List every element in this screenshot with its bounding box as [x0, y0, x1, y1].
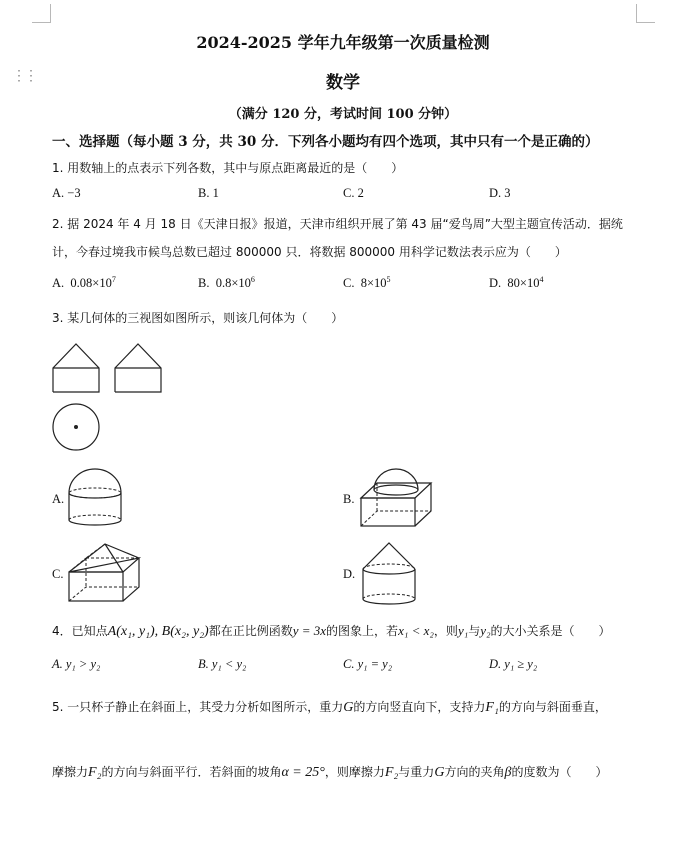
q2-option-a: A. $0.08\times 10^7$ [52, 275, 116, 291]
drag-handle-icon[interactable]: ⋮⋮ [12, 68, 36, 84]
page-corner-mark-right [636, 4, 655, 23]
q3-option-c-figure [66, 541, 146, 605]
q3-option-b-figure [358, 466, 438, 530]
three-view-diagram [50, 340, 170, 460]
question-1: 1. 用数轴上的点表示下列各数，其中与原点距离最近的是（ ） [52, 161, 404, 175]
q1-option-a: A. −3 [52, 186, 81, 200]
question-4: 4．已知点A(x₁, y₁), B(x₂, y₂)都在正比例函数y = 3x的图象上，若x₁ < x₂，则y₁与y₂的大小关系是（ ） [52, 623, 611, 639]
q4-option-b: B. y₁ < y₂ [198, 657, 247, 671]
q1-option-c: C. 2 [343, 186, 364, 200]
question-3: 3. 某几何体的三视图如图所示，则该几何体为（ ） [52, 311, 344, 325]
q3-option-d-figure [360, 541, 420, 607]
q4-option-c: C. y₁ = y₂ [343, 657, 393, 671]
q1-option-d: D. 3 [489, 186, 511, 200]
question-5-line-1: 5. 一只杯子静止在斜面上，其受力分析如图所示，重力G的方向竖直向下，支持力F₁的方向与斜面垂直， [52, 700, 607, 715]
section-heading: 一、选择题（每小题 3 分，共 30 分．下列各小题均有四个选项，其中只有一个是正确的） [52, 134, 599, 150]
q4-option-d: D. y₁ ≥ y₂ [489, 657, 538, 671]
q3-option-b-label: B. [343, 492, 355, 506]
q3-option-d-label: D. [343, 567, 356, 581]
q2-option-c: C. $8\times 10^5$ [343, 275, 391, 291]
question-2-line-1: 2. 据 2024 年 4 月 18 日《天津日报》报道，天津市组织开展了第 43 届“爱鸟周”大型主题宣传活动．据统 [52, 217, 623, 231]
q3-option-c-label: C. [52, 567, 64, 581]
exam-info: （满分 120 分，考试时间 100 分钟） [228, 107, 458, 122]
q3-option-a-figure [66, 466, 126, 530]
q2-option-b: B. $0.8\times 10^6$ [198, 275, 255, 291]
question-5-line-2: 摩擦力F₂的方向与斜面平行．若斜面的坡角α = 25°，则摩擦力F₂与重力G方向的夹角β的度数为（ ） [52, 765, 608, 780]
exam-title: 2024-2025 学年九年级第一次质量检测 [196, 33, 490, 52]
q3-option-a-label: A. [52, 492, 65, 506]
subject-title: 数学 [326, 73, 360, 93]
q2-option-d: D. $80\times 10^4$ [489, 275, 544, 291]
page-corner-mark-left [32, 4, 51, 23]
q4-option-a: A. y₁ > y₂ [52, 657, 101, 671]
q1-option-b: B. 1 [198, 186, 219, 200]
question-2-line-2: 计，今春过境我市候鸟总数已超过 800000 只．将数据 800000 用科学记数法表示应为（ ） [52, 245, 567, 259]
